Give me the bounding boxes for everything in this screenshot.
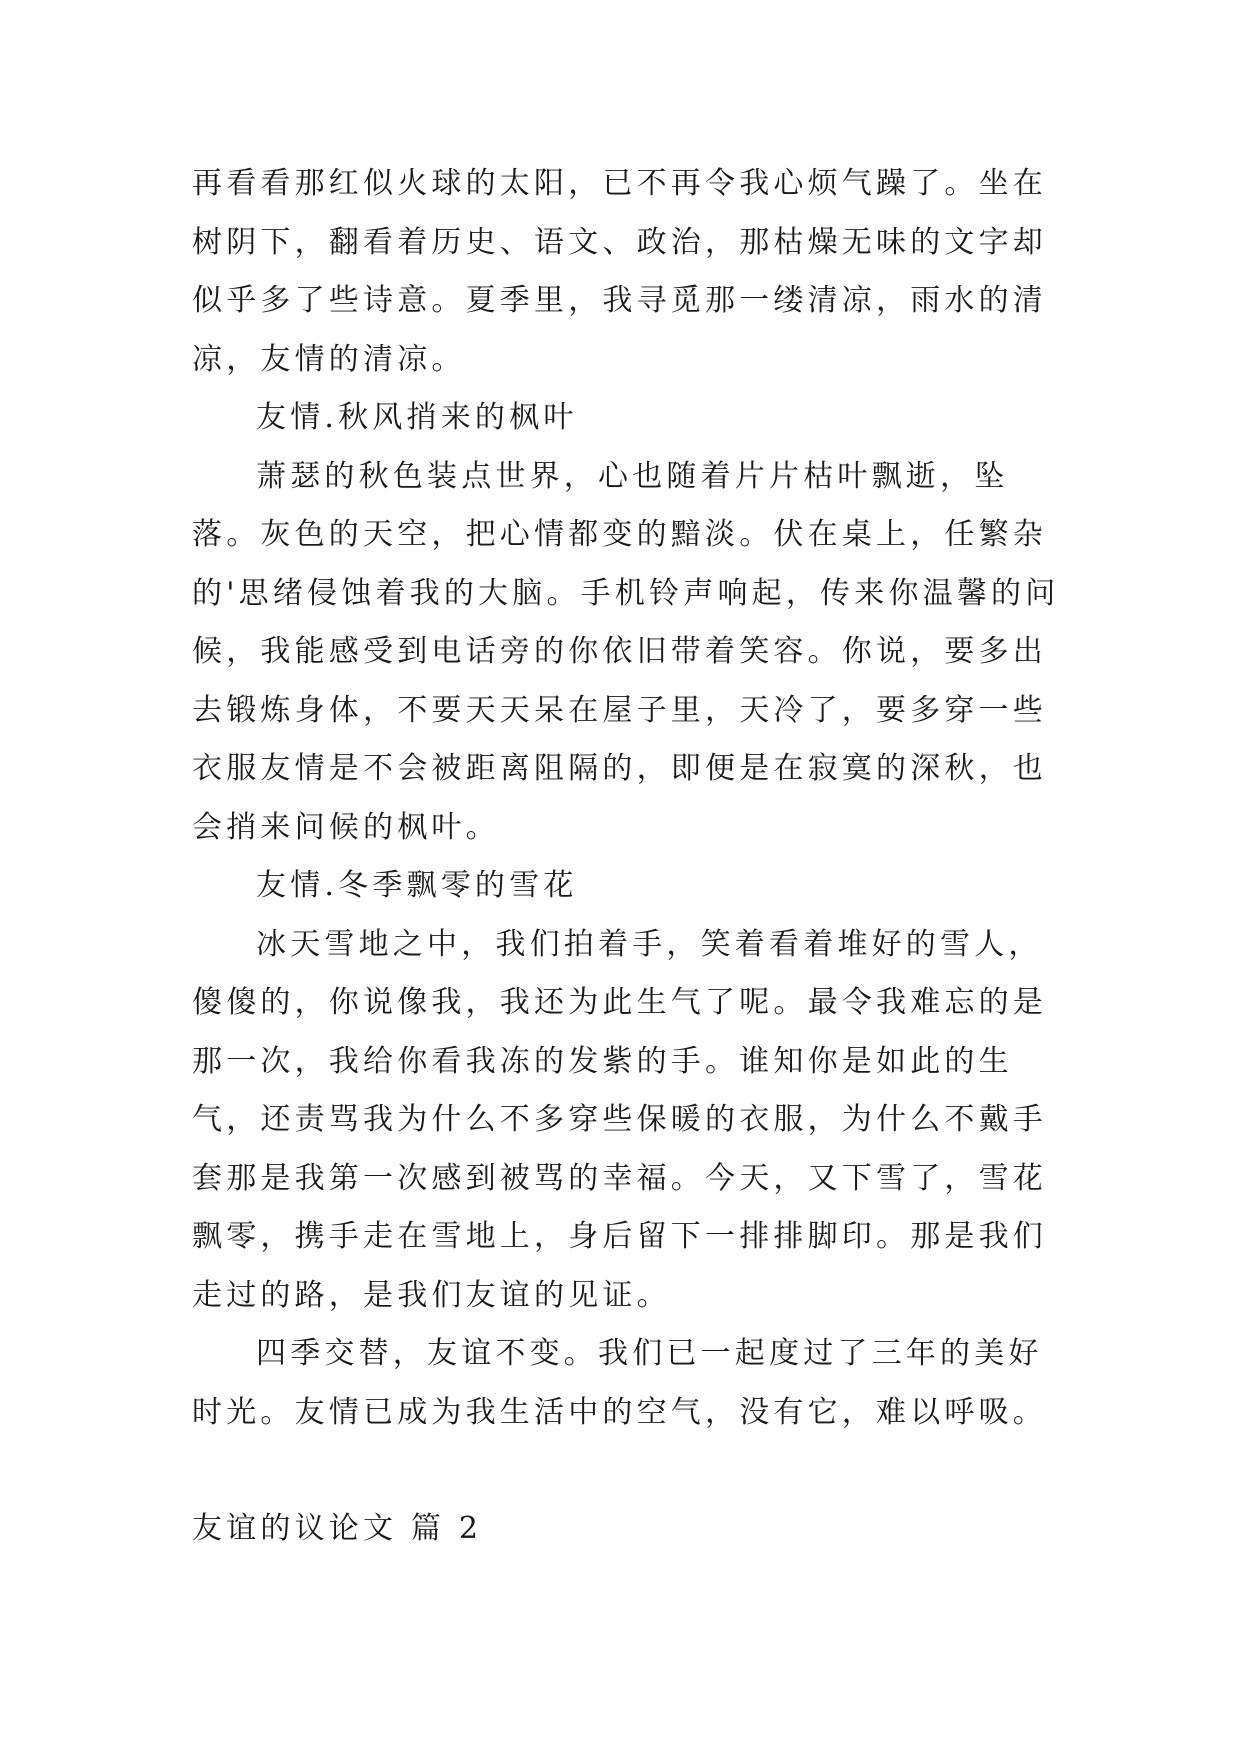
section-spacer [192,1442,1072,1500]
subheading-autumn: 友情.秋风捎来的枫叶 [256,400,578,435]
paragraph-conclusion: 四季交替，友谊不变。我们已一起度过了三年的美好时光。友情已成为我生活中的空气，没有它，难以呼吸。 [192,1336,1047,1430]
paragraph-summer-end: 再看看那红似火球的太阳，已不再令我心烦气躁了。坐在树阴下，翻看着历史、语文、政治，那枯燥无味的文字却似乎多了些诗意。夏季里，我寻觅那一缕清凉，雨水的清凉，友情的清凉。 [192,166,1047,377]
paragraph-winter: 冰天雪地之中，我们拍着手，笑着看着堆好的雪人，傻傻的，你说像我，我还为此生气了呢。最令我难忘的是那一次，我给你看我冻的发紫的手。谁知你是如此的生气，还责骂我为什么不多穿些保暖的衣服，为什么不戴手套那是我第一次感到被骂的幸福。今天，又下雪了，雪花飘零，携手走在雪地上，身后留下一排排脚印。那是我们走过的路，是我们友谊的见证。 [192,926,1047,1313]
subheading-winter: 友情.冬季飘零的雪花 [256,868,578,903]
paragraph-autumn: 萧瑟的秋色装点世界，心也随着片片枯叶飘逝，坠落。灰色的天空，把心情都变的黯淡。伏在桌上，任繁杂的'思绪侵蚀着我的大脑。手机铃声响起，传来你温馨的问候，我能感受到电话旁的你依旧带着笑容。你说，要多出去锻炼身体，不要天天呆在屋子里，天冷了，要多穿一些衣服友情是不会被距离阻隔的，即便是在寂寞的深秋，也会捎来问候的枫叶。 [192,458,1060,845]
document-body [192,155,1072,1559]
article-heading: 友谊的议论文 篇 2 [192,1511,483,1546]
